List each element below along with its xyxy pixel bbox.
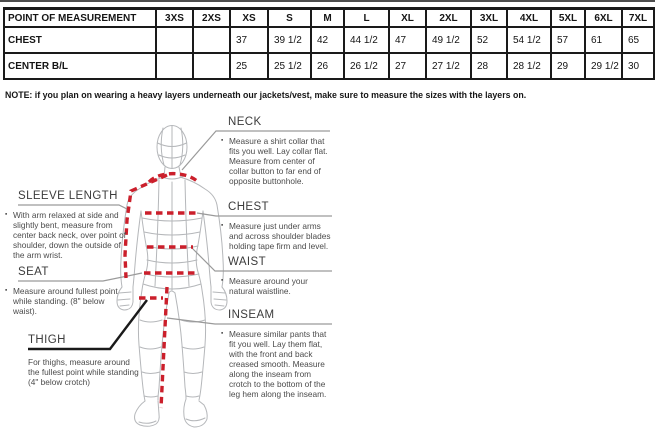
chest-label <box>220 201 333 251</box>
bullet-glyph: ▪ <box>221 277 224 284</box>
col-header-size: M <box>311 9 344 28</box>
sleeve-length-label <box>4 190 128 260</box>
sleeve-length-description-text: With arm relaxed at side and slightly bent, measure from center back neck, over point of shoulder, down the outside of the arm wrist. <box>13 210 126 260</box>
col-header-size: 5XL <box>551 9 585 28</box>
size-value-cell: 27 <box>389 53 426 79</box>
sleeve-length-heading: SLEEVE LENGTH <box>18 190 118 202</box>
seat-description <box>4 286 128 316</box>
size-value-cell <box>156 53 193 79</box>
size-value-cell: 42 <box>311 27 344 53</box>
note-text: NOTE: if you plan on wearing a heavy layers underneath our jackets/vest, make sure to measure the sizes with the layers on. <box>5 90 527 100</box>
col-header-size: S <box>268 9 311 28</box>
measurement-diagram <box>0 110 655 433</box>
chest-description <box>220 221 333 251</box>
cropped-top-border <box>0 0 655 2</box>
size-table <box>3 7 655 80</box>
col-header-size: 6XL <box>585 9 622 28</box>
size-value-cell: 61 <box>585 27 622 53</box>
col-header-point-of-measurement: POINT OF MEASUREMENT <box>4 9 156 28</box>
inseam-description <box>220 329 333 399</box>
bullet-glyph: ▪ <box>221 137 224 144</box>
size-value-cell: 29 1/2 <box>585 53 622 79</box>
seat-description-text: Measure around fullest point while standing. (8" below waist). <box>13 286 118 316</box>
col-header-size: L <box>344 9 389 28</box>
thigh-description <box>28 357 140 387</box>
sleeve-length-description <box>4 210 128 260</box>
waist-description-text: Measure around your natural waistline. <box>229 276 308 296</box>
bullet-glyph: ▪ <box>221 222 224 229</box>
inseam-description-text: Measure similar pants that fit you well. Lay them flat, with the front and back creased smooth. Measure along the inseam from crotch to the bottom of the leg hem along the inseam. <box>229 329 327 399</box>
waist-heading: WAIST <box>228 256 266 268</box>
thigh-heading: THIGH <box>28 334 66 346</box>
inseam-heading: INSEAM <box>228 309 275 321</box>
size-value-cell: 65 <box>622 27 654 53</box>
size-value-cell: 29 <box>551 53 585 79</box>
size-value-cell: 52 <box>471 27 507 53</box>
col-header-size: 7XL <box>622 9 654 28</box>
size-value-cell: 28 <box>471 53 507 79</box>
size-value-cell: 54 1/2 <box>507 27 551 53</box>
seat-heading: SEAT <box>18 266 49 278</box>
size-value-cell: 28 1/2 <box>507 53 551 79</box>
size-value-cell: 39 1/2 <box>268 27 311 53</box>
col-header-size: XL <box>389 9 426 28</box>
row-label: CENTER B/L <box>4 53 156 79</box>
row-label: CHEST <box>4 27 156 53</box>
seat-label <box>4 266 128 316</box>
table-row <box>4 27 655 53</box>
size-value-cell: 27 1/2 <box>426 53 471 79</box>
col-header-size: 3XS <box>156 9 193 28</box>
waist-label <box>220 256 333 296</box>
table-row <box>4 53 655 79</box>
neck-label <box>220 116 333 186</box>
col-header-size: 2XL <box>426 9 471 28</box>
size-value-cell <box>193 27 230 53</box>
size-value-cell: 57 <box>551 27 585 53</box>
neck-description <box>220 136 333 186</box>
bullet-glyph: ▪ <box>5 211 8 218</box>
col-header-size: 4XL <box>507 9 551 28</box>
size-value-cell <box>193 53 230 79</box>
thigh-description-text: For thighs, measure around the fullest point while standing (4" below crotch) <box>28 357 139 387</box>
size-value-cell: 25 1/2 <box>268 53 311 79</box>
size-value-cell: 26 <box>311 53 344 79</box>
size-value-cell: 30 <box>622 53 654 79</box>
neck-heading: NECK <box>228 116 262 128</box>
col-header-size: XS <box>230 9 268 28</box>
col-header-size: 2XS <box>193 9 230 28</box>
size-value-cell: 47 <box>389 27 426 53</box>
size-value-cell: 26 1/2 <box>344 53 389 79</box>
size-value-cell: 37 <box>230 27 268 53</box>
chest-heading: CHEST <box>228 201 269 213</box>
chest-description-text: Measure just under arms and across shoulder blades holding tape firm and level. <box>229 221 331 251</box>
size-value-cell <box>156 27 193 53</box>
thigh-label <box>28 334 140 387</box>
bullet-glyph: ▪ <box>5 287 8 294</box>
size-value-cell: 25 <box>230 53 268 79</box>
waist-description <box>220 276 333 296</box>
col-header-size: 3XL <box>471 9 507 28</box>
neck-description-text: Measure a shirt collar that fits you well. Lay collar flat. Measure from center of collar button to far end of opposite buttonhole. <box>229 136 328 186</box>
bullet-glyph: ▪ <box>221 330 224 337</box>
size-value-cell: 49 1/2 <box>426 27 471 53</box>
size-value-cell: 44 1/2 <box>344 27 389 53</box>
inseam-label <box>220 309 333 399</box>
